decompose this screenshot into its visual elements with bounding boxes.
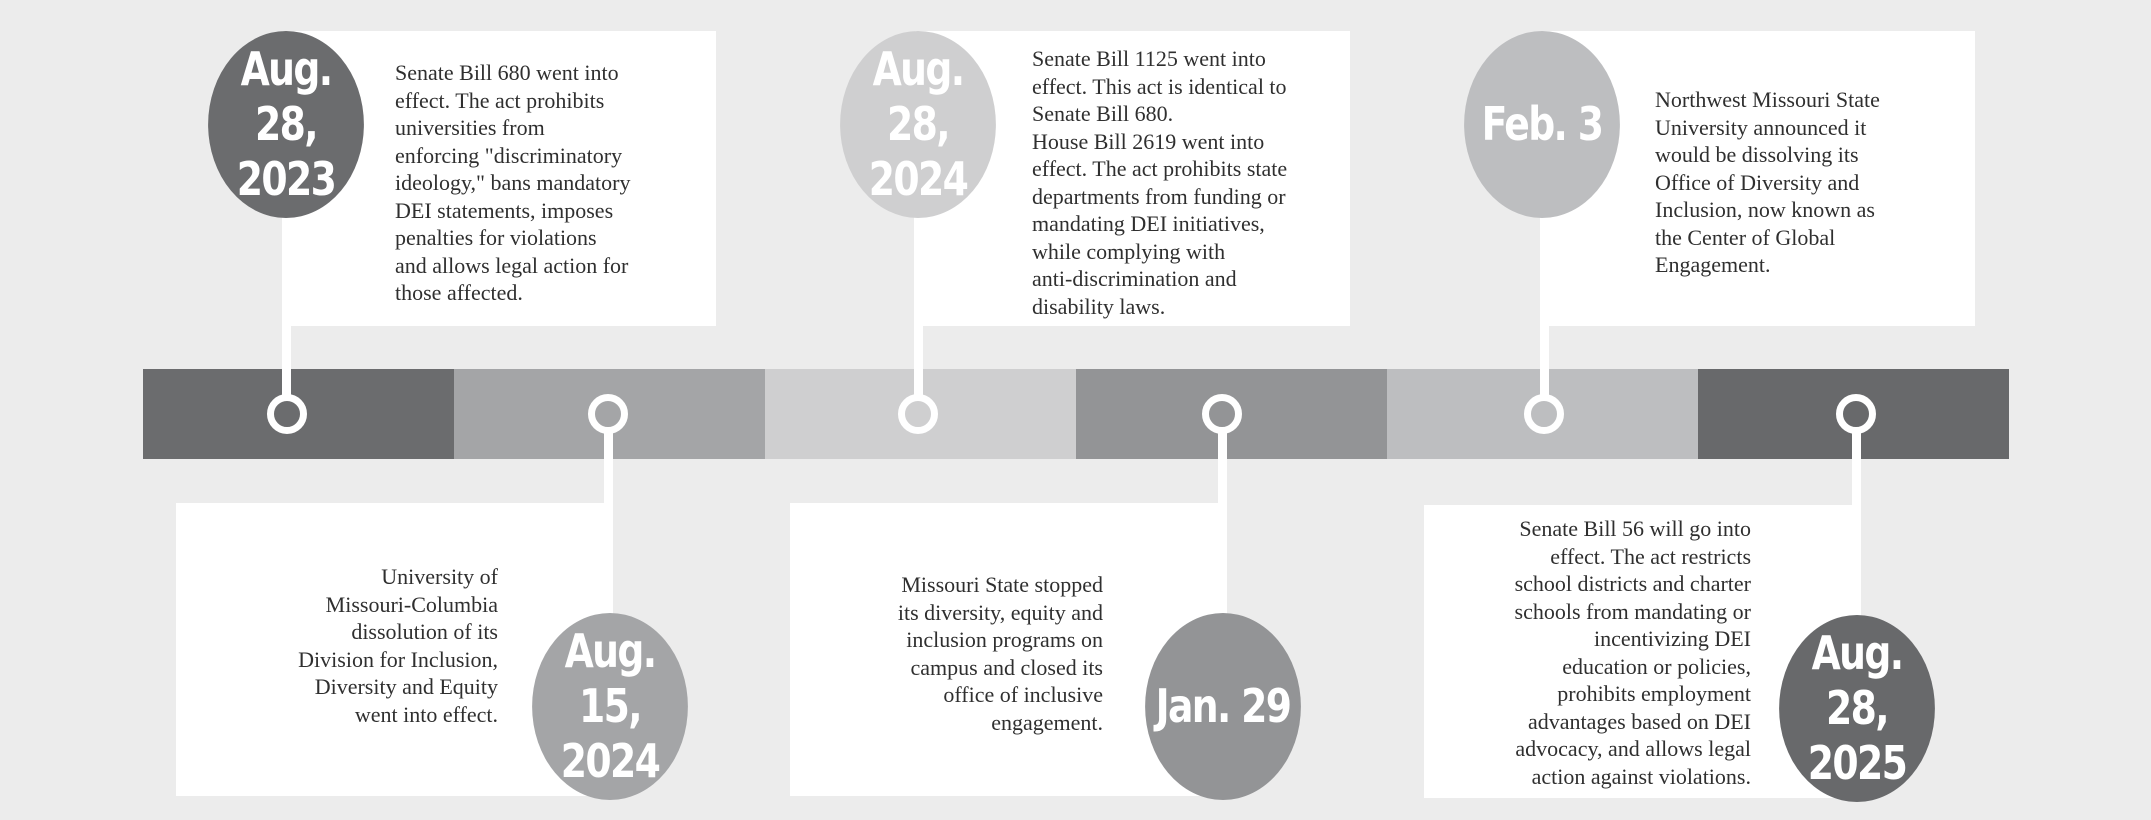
event-text-1: Senate Bill 680 went into effect. The act prohibits universities from enforcing "discriminatory ideology," bans mandatory DEI statements, imposes penalties for violations and allows legal action for those affected. <box>395 60 631 305</box>
date-badge-6: Aug. 28, 2025 <box>1779 615 1935 802</box>
connector-stem-2 <box>604 420 613 620</box>
timeline-node-1 <box>267 394 307 434</box>
connector-stem-4 <box>1218 420 1227 620</box>
timeline-node-6 <box>1836 394 1876 434</box>
connector-stem-6 <box>1852 420 1861 620</box>
event-text-2: University of Missouri-Columbia dissolution of its Division for Inclusion, Diversity and Equity went into effect. <box>298 564 498 727</box>
event-text-6: Senate Bill 56 will go into effect. The act restricts school districts and charter schools from mandating or incentivizing DEI education or policies, prohibits employment advantages based on DEI advocacy, and allows legal action against violations. <box>1514 516 1751 789</box>
timeline-bar <box>143 369 2009 459</box>
event-text-4: Missouri State stopped its diversity, equity and inclusion programs on campus and closed its office of inclusive engagement. <box>897 572 1103 735</box>
connector-stem-3 <box>914 200 923 396</box>
event-text-3: Senate Bill 1125 went into effect. This act is identical to Senate Bill 680. House Bill 2619 went into effect. The act prohibits state departments from funding or mandating DEI initiatives, while complying with anti-discrimination and disability laws. <box>1032 46 1288 319</box>
timeline-node-4 <box>1202 394 1242 434</box>
date-badge-2: Aug. 15, 2024 <box>532 613 688 800</box>
event-text-5: Northwest Missouri State University announced it would be dissolving its Office of Diversity and Inclusion, now known as the Center of Global Engagement. <box>1655 87 1880 277</box>
timeline-node-3 <box>898 394 938 434</box>
date-badge-3: Aug. 28, 2024 <box>840 31 996 218</box>
connector-stem-5 <box>1540 200 1549 396</box>
date-badge-1: Aug. 28, 2023 <box>208 31 364 218</box>
timeline-node-2 <box>588 394 628 434</box>
date-badge-4: Jan. 29 <box>1145 613 1301 800</box>
date-badge-5: Feb. 3 <box>1464 31 1620 218</box>
connector-stem-1 <box>282 200 291 396</box>
timeline-node-5 <box>1524 394 1564 434</box>
